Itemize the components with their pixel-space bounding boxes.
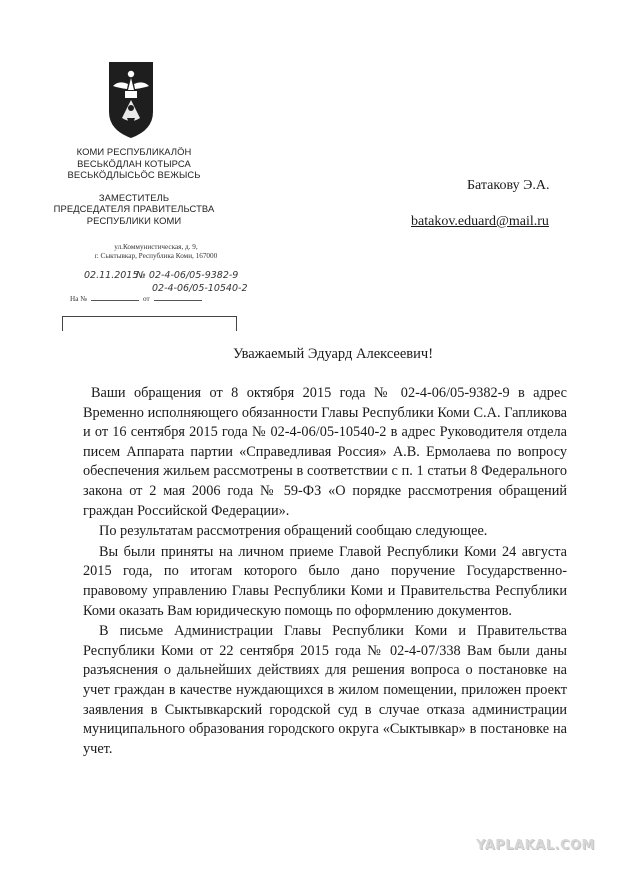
reference-line xyxy=(70,295,206,303)
org-line: ВЕСЬКӦДЛЫСЬӦС ВЕЖЫСЬ xyxy=(67,169,201,180)
address-bracket xyxy=(62,316,237,331)
body-paragraph: По результатам рассмотрения обращений сообщаю следующее. xyxy=(99,523,488,540)
body-paragraph: В письме Администрации Главы Республики Коми и Правительства Республики Коми от 22 сентября 2015 года № 02-4-07/338 Вам были даны разъяснения о дальнейших действиях для решения вопроса о постановке на учет граждан в качестве нуждающихся в жилом помещении, приложен проект заявления в Сыктывкарский городской суд в случае отказа администрации муниципального образования городского округа «Сыктывкар» в постановке на учет. xyxy=(83,623,567,757)
sender-address xyxy=(76,243,236,261)
sender-title-line: РЕСПУБЛИКИ КОМИ xyxy=(86,214,182,226)
handwritten-reference-number: 02-4-06/05-10540-2 xyxy=(152,283,248,294)
address-line: г. Сыктывкар, Республика Коми, 167000 xyxy=(94,252,218,260)
salutation: Уважаемый Эдуард Алексеевич! xyxy=(232,346,434,362)
recipient-email: batakov.eduard@mail.ru xyxy=(411,214,549,229)
handwritten-reference-number: № 02-4-06/05-9382-9 xyxy=(136,270,239,281)
address-line: ул.Коммунистическая, д. 9, xyxy=(114,243,198,251)
org-line: КОМИ РЕСПУБЛИКАЛӦН xyxy=(76,146,192,157)
komi-coat-of-arms-icon xyxy=(107,60,155,140)
sender-title-line: ЗАМЕСТИТЕЛЬ xyxy=(98,191,170,203)
letter-body xyxy=(83,384,567,759)
body-paragraph: Ваши обращения от 8 октября 2015 года № 02-4-06/05-9382-9 в адрес Временно исполняющего обязанности Главы Республики Коми С.А. Гапликова и от 16 сентября 2015 года № 02-4-06/05-10540-2 в адрес Руководителя отдела писем Аппарата партии «Справедливая Россия» А.В. Ермолаева по вопросу обеспечения жильем рассмотрены в соответствии с п. 1 статьи 8 Федерального закона от 2 мая 2006 года № 59-ФЗ «О порядке рассмотрения обращений граждан Российской Федерации». xyxy=(83,385,567,519)
handwritten-date: 02.11.2015 xyxy=(84,270,139,281)
org-line: ВЕСЬКӦДЛАН КОТЫРСА xyxy=(77,157,191,169)
reference-from-label: от xyxy=(143,295,150,303)
site-watermark: YAPLAKAL.COM xyxy=(476,838,595,853)
reference-label: На № xyxy=(70,295,88,303)
body-paragraph: Вы были приняты на личном приеме Главой Республики Коми 24 августа 2015 года, по итогам которого было дано поручение Государственно-правовому управлению Главы Республики Коми и Правительства Республики Коми оказать Вам юридическую помощь по оформлению документов. xyxy=(83,543,567,619)
sender-title-line: ПРЕДСЕДАТЕЛЯ ПРАВИТЕЛЬСТВА xyxy=(53,203,215,214)
recipient-name: Батакову Э.А. xyxy=(467,178,550,193)
sender-organization-block xyxy=(48,146,220,226)
